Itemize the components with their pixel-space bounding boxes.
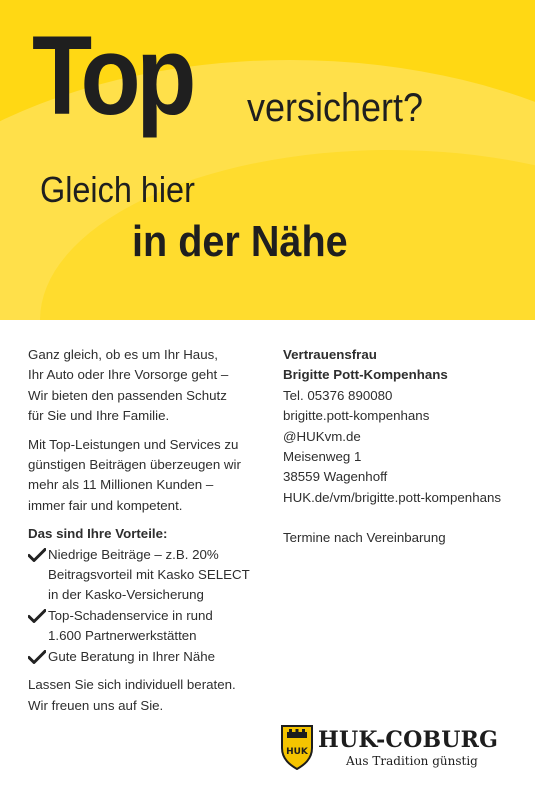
contact-email-part1[interactable]: brigitte.pott-kompenhans [283, 408, 430, 424]
services-line: Mit Top-Leistungen und Services zu [28, 436, 239, 452]
closing-line: Lassen Sie sich individuell beraten. [28, 677, 236, 693]
contact-street: Meisenweg 1 [283, 449, 362, 465]
contact-appointment: Termine nach Vereinbarung [283, 530, 446, 546]
contact-role: Vertrauensfrau [283, 347, 377, 362]
headline-top: Top [32, 13, 193, 138]
contact-column [283, 345, 523, 549]
headline-versichert: versichert? [247, 86, 424, 130]
services-line: immer fair und kompetent. [28, 497, 183, 513]
headline-in-der-naehe: in der Nähe [132, 217, 348, 266]
benefit-line: 1.600 Partnerwerkstätten [48, 628, 197, 644]
benefit-item [28, 606, 268, 647]
contact-name: Brigitte Pott-Kompenhans [283, 367, 448, 383]
brand-slogan: Aus Tradition günstig [346, 754, 478, 768]
contact-phone[interactable]: Tel. 05376 890080 [283, 387, 393, 403]
intro-paragraph [28, 345, 268, 427]
benefit-item [28, 647, 268, 667]
services-line: günstigen Beiträgen überzeugen wir [28, 457, 241, 473]
benefit-item [28, 545, 268, 606]
benefits-heading: Das sind Ihre Vorteile: [28, 526, 168, 542]
contact-website-link[interactable]: HUK.de/vm/brigitte.pott-kompenhans [283, 489, 502, 505]
shield-text: HUK [286, 747, 308, 757]
checkmark-icon [28, 650, 46, 664]
contact-email-part2[interactable]: @HUKvm.de [283, 428, 361, 444]
checkmark-icon [28, 609, 46, 623]
intro-line: für Sie und Ihre Familie. [28, 408, 170, 424]
spacer [283, 508, 523, 528]
headline-gleich-hier: Gleich hier [40, 169, 195, 210]
contact-city: 38559 Wagenhoff [283, 469, 388, 485]
huk-coburg-logo [280, 724, 520, 774]
benefit-line: Niedrige Beiträge – z.B. 20% [48, 546, 219, 562]
benefits-list [28, 545, 268, 667]
benefit-line: Beitragsvorteil mit Kasko SELECT [48, 567, 250, 583]
checkmark-icon [28, 548, 46, 562]
hero-banner [0, 0, 535, 320]
huk-shield-icon [280, 724, 314, 770]
benefit-line: in der Kasko-Versicherung [48, 587, 204, 603]
intro-line: Wir bieten den passenden Schutz [28, 387, 227, 403]
closing-paragraph [28, 675, 268, 716]
intro-line: Ihr Auto oder Ihre Vorsorge geht – [28, 367, 229, 383]
benefit-line: Gute Beratung in Ihrer Nähe [48, 648, 216, 664]
closing-line: Wir freuen uns auf Sie. [28, 697, 164, 713]
services-paragraph [28, 435, 268, 517]
benefit-line: Top-Schadenservice in rund [48, 607, 213, 623]
intro-line: Ganz gleich, ob es um Ihr Haus, [28, 347, 218, 362]
left-column [28, 345, 268, 724]
services-line: mehr als 11 Millionen Kunden – [28, 477, 214, 493]
brand-name: HUK-COBURG [318, 727, 499, 753]
